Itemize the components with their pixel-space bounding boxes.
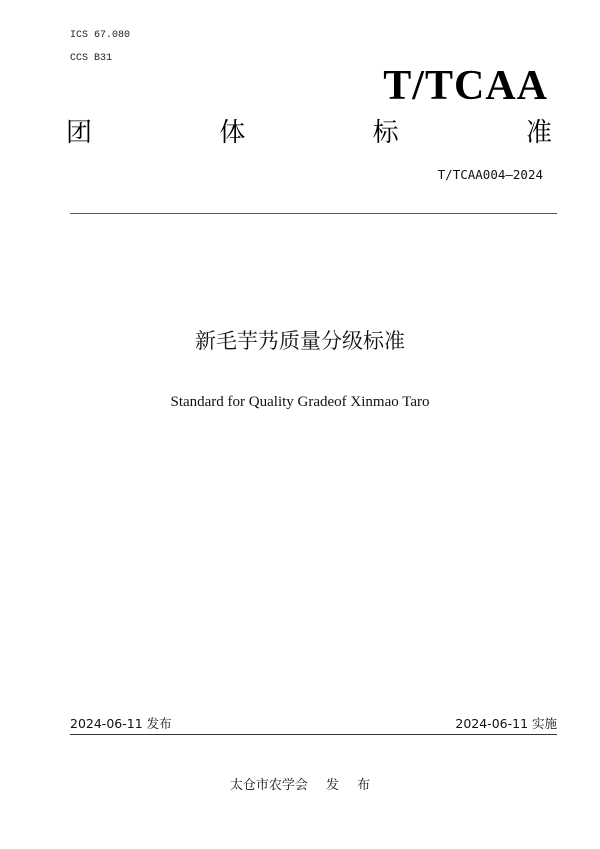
header-divider [70, 213, 557, 214]
standard-kind [66, 112, 552, 149]
publish-date: 2024-06-11 发布 [70, 716, 172, 731]
organization-code: T/TCAA [383, 63, 548, 109]
ics-code: ICS 67.080 [70, 30, 131, 41]
standard-kind-char-4: 准 [525, 118, 552, 148]
implement-date: 2024-06-11 实施 [455, 716, 557, 731]
standard-kind-char-2: 体 [219, 118, 246, 148]
footer-divider [70, 734, 557, 735]
document-title-cn: 新毛芋艿质量分级标准 [195, 329, 405, 353]
document-title-en: Standard for Quality Gradeof Xinmao Taro [170, 394, 430, 410]
standard-number: T/TCAA004—2024 [437, 167, 543, 182]
publisher: 太仓市农学会 发 布 [229, 778, 371, 793]
standard-kind-char-1: 团 [66, 118, 93, 148]
standard-kind-char-3: 标 [372, 118, 399, 148]
ccs-code: CCS B31 [70, 53, 113, 64]
